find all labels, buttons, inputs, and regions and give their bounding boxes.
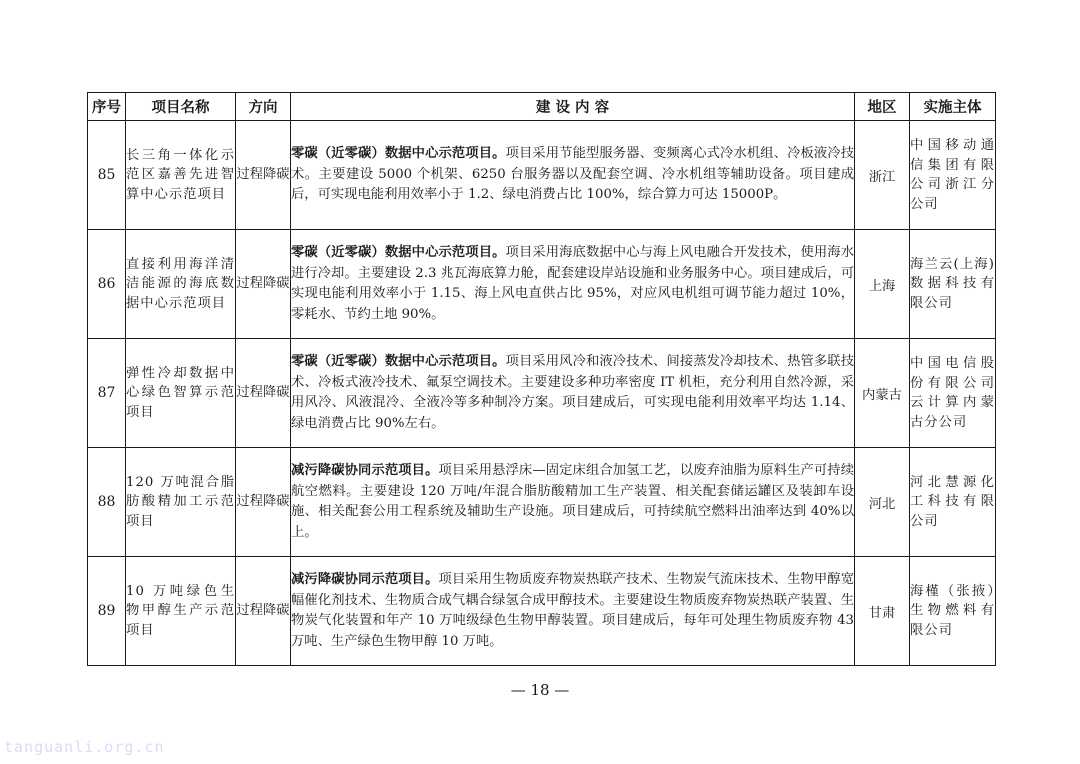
project-owner: 海槿（张掖）生物燃料有限公司 [910,557,996,666]
content-lead: 零碳（近零碳）数据中心示范项目。 [291,245,506,260]
header-name: 项目名称 [126,93,236,121]
table-row [88,339,996,448]
header-row [88,93,996,121]
table-row [88,121,996,230]
project-name: 长三角一体化示范区嘉善先进智算中心示范项目 [126,121,236,230]
project-name: 直接利用海洋清洁能源的海底数据中心示范项目 [126,230,236,339]
project-name: 120 万吨混合脂肪酸精加工示范项目 [126,448,236,557]
project-content [291,121,855,230]
content-body: 项目采用风冷和液冷技术、间接蒸发冷却技术、热管多联技术、冷板式液冷技术、氟泵空调技术。主要建设多种功率密度 IT 机柜，充分利用自然冷源，采用风冷、风液混冷、全液冷等多种制冷方案。项目建成后，可实现电能利用效率平均达 1.14、绿电消费占比 90%左右。 [291,354,855,431]
table-row [88,557,996,666]
row-number: 87 [88,339,126,448]
header-no: 序号 [88,93,126,121]
project-content [291,448,855,557]
project-content [291,339,855,448]
project-region: 河北 [855,448,910,557]
project-content [291,230,855,339]
project-name: 10 万吨绿色生物甲醇生产示范项目 [126,557,236,666]
content-body: 项目采用生物质废弃物炭热联产技术、生物炭气流床技术、生物甲醇宽幅催化剂技术、生物质合成气耦合绿氢合成甲醇技术。主要建设生物质废弃物炭热联产装置、生物炭气化装置和年产 10 万吨级绿色生物甲醇装置。项目建成后，每年可处理生物质废弃物 43 万吨、生产绿色生物甲醇 10 万吨。 [291,572,855,649]
project-owner: 中国电信股份有限公司云计算内蒙古分公司 [910,339,996,448]
content-body: 项目采用节能型服务器、变频离心式冷水机组、冷板液冷技术。主要建设 5000 个机架、6250 台服务器以及配套空调、冷水机组等辅助设备。项目建成后，可实现电能利用效率小于 1.2、绿电消费占比 100%，综合算力可达 15000P。 [291,146,855,203]
header-owner: 实施主体 [910,93,996,121]
content-lead: 减污降碳协同示范项目。 [291,572,439,587]
project-direction: 过程降碳 [236,339,291,448]
project-region: 浙江 [855,121,910,230]
project-direction: 过程降碳 [236,448,291,557]
project-region: 甘肃 [855,557,910,666]
row-number: 89 [88,557,126,666]
table-row [88,448,996,557]
project-region: 上海 [855,230,910,339]
project-direction: 过程降碳 [236,230,291,339]
project-owner: 中国移动通信集团有限公司浙江分公司 [910,121,996,230]
header-direction: 方向 [236,93,291,121]
header-content: 建 设 内 容 [291,93,855,121]
row-number: 85 [88,121,126,230]
project-name: 弹性冷却数据中心绿色智算示范项目 [126,339,236,448]
project-owner: 河北慧源化工科技有限公司 [910,448,996,557]
content-body: 项目采用悬浮床—固定床组合加氢工艺，以废弃油脂为原料生产可持续航空燃料。主要建设 120 万吨/年混合脂肪酸精加工生产装置、相关配套储运罐区及装卸车设施、相关配套公用工程系统及辅助生产设施。项目建成后，可持续航空燃料出油率达到 40%以上。 [291,463,855,540]
project-direction: 过程降碳 [236,557,291,666]
project-content [291,557,855,666]
table-row [88,230,996,339]
watermark: tanguanli.org.cn [4,738,165,756]
row-number: 88 [88,448,126,557]
project-owner: 海兰云(上海)数据科技有限公司 [910,230,996,339]
project-table [87,92,996,666]
row-number: 86 [88,230,126,339]
project-direction: 过程降碳 [236,121,291,230]
content-lead: 零碳（近零碳）数据中心示范项目。 [291,354,506,369]
content-lead: 减污降碳协同示范项目。 [291,463,439,478]
content-body: 项目采用海底数据中心与海上风电融合开发技术，使用海水进行冷却。主要建设 2.3 兆瓦海底算力舱，配套建设岸站设施和业务服务中心。项目建成后，可实现电能利用效率小于 1.15、海上风电直供占比 95%，对应风电机组可调节能力超过 10%，零耗水、节约土地 90%。 [291,245,855,322]
page-number: — 18 — [510,681,570,699]
content-lead: 零碳（近零碳）数据中心示范项目。 [291,146,506,162]
project-region: 内蒙古 [855,339,910,448]
header-region: 地区 [855,93,910,121]
